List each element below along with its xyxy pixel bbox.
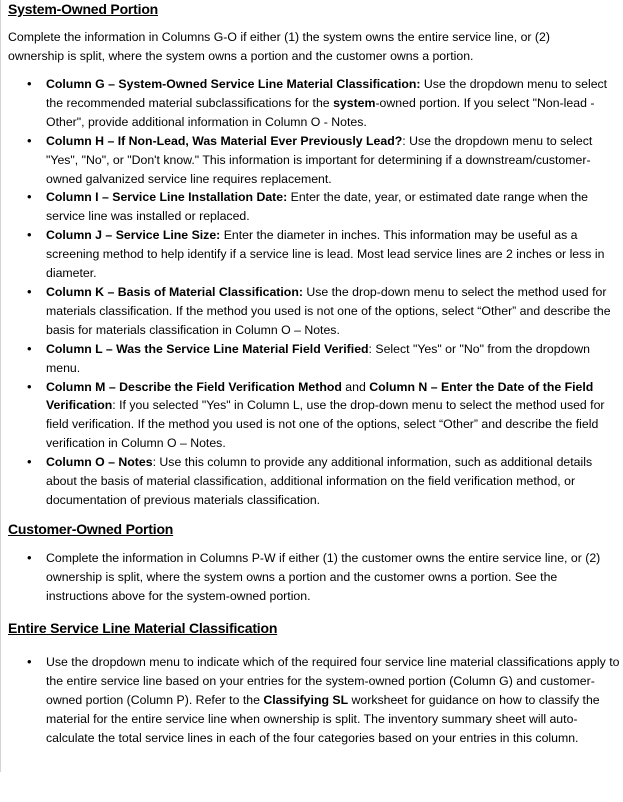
item-text: : Select "Yes" or "No" from the dropdown menu. <box>46 341 590 375</box>
customer-owned-list <box>0 549 620 606</box>
list-item-entire-line <box>0 653 620 748</box>
item-text: : If you selected "Yes" in Column L, use the drop-down menu to select the method used for field verification. If the method you used is not one of the options, select “Other” and describe the field verification in Column O – Notes. <box>46 398 605 451</box>
system-owned-heading: System-Owned Portion <box>8 1 159 17</box>
list-item-column-i <box>0 188 620 226</box>
item-title: Column J – Service Line Size: <box>46 228 221 243</box>
system-owned-intro: Complete the information in Columns G-O if either (1) the system owns the entire service line, or (2) ownership is split, where the system owns a portion and the customer owns a portion. <box>8 30 550 63</box>
list-item-column-l <box>0 340 620 378</box>
item-text: worksheet for guidance on how to classify the material for the entire service line when ownership is split. The inventory summary sheet will auto-calculate the total service lines in each of the four categories based on your entries in this column. <box>46 692 600 745</box>
list-item-column-m-n <box>0 378 620 454</box>
item-text: : Use this column to provide any additional information, such as additional details about the basis of material classification, additional information on the field verification method, or documentation of previous materials classification. <box>46 455 593 507</box>
list-item-column-h <box>0 132 620 189</box>
item-title: Column I – Service Line Installation Date: <box>46 190 288 205</box>
entire-line-heading: Entire Service Line Material Classification <box>8 620 278 636</box>
item-text: Use the dropdown menu to select the recommended material subclassifications for the <box>46 77 608 110</box>
list-item-column-j <box>0 226 620 283</box>
item-title: Column K – Basis of Material Classification: <box>46 284 303 299</box>
item-title: Column G – System-Owned Service Line Material Classification: <box>46 77 421 91</box>
item-title-2: Column N – Enter the Date of the Field Verification <box>46 379 594 413</box>
customer-owned-heading: Customer-Owned Portion <box>8 521 174 537</box>
list-item-column-k <box>0 283 620 340</box>
entire-line-list <box>0 653 620 748</box>
item-title: Column M – Describe the Field Verification Method <box>46 379 342 394</box>
item-title: Column H – If Non-Lead, Was Material Ever Previously Lead? <box>46 133 403 148</box>
item-text: Use the drop-down menu to select the method used for materials classification. If the method you used is not one of the options, select “Other” and describe the basis for materials classification in Column O – Notes. <box>46 284 611 337</box>
item-text: -owned portion. If you select "Non-lead - Other", provide additional information in Column O - Notes. <box>46 95 595 129</box>
list-item-customer-owned <box>0 549 620 606</box>
list-item-column-o <box>0 453 620 510</box>
item-text: Enter the date, year, or estimated date range when the service line was installed or replaced. <box>46 190 589 224</box>
item-joiner: and <box>341 379 370 394</box>
item-title: Column O – Notes <box>46 455 153 470</box>
item-text: Use the dropdown menu to indicate which of the required four service line material classifications apply to the entire service line based on your entries for the system-owned portion (Column G) and customer-owned portion (Column P). Refer to the <box>46 655 620 707</box>
item-title: Column L – Was the Service Line Material Field Verified <box>46 341 369 356</box>
list-item-column-g <box>0 75 620 132</box>
item-text: Enter the diameter in inches. This information may be useful as a screening method to help identify if a service line is lead. Most lead service lines are 2 inches or less in diameter. <box>46 228 605 281</box>
item-text: : Use the dropdown menu to select "Yes", "No", or "Don't know." This information is important for determining if a downstream/customer-owned galvanized service line requires replacement. <box>46 133 593 186</box>
item-emphasis: system <box>333 95 376 110</box>
item-text: Complete the information in Columns P-W if either (1) the customer owns the entire service line, or (2) ownership is split, where the system owns a portion and the customer owns a portion. See the instructions above for the system-owned portion. <box>46 551 601 603</box>
system-owned-list <box>0 75 620 510</box>
item-emphasis: Classifying SL <box>263 692 349 707</box>
